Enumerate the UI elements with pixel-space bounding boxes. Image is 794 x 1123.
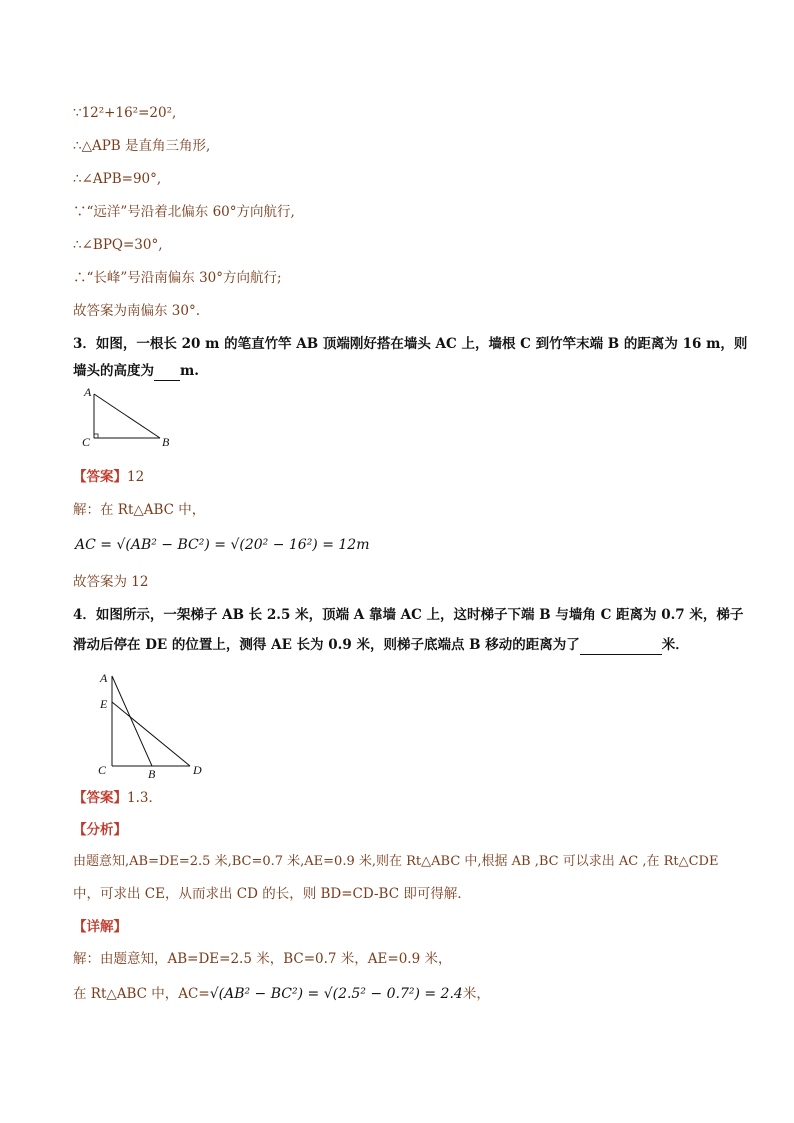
answer-tag: 【答案】 <box>73 469 127 485</box>
label-d: D <box>193 763 202 777</box>
question-3-text: 墙头的高度为 <box>73 363 154 379</box>
ladder-ab <box>112 676 152 766</box>
solution-line-1: ∵12²+16²=20², <box>73 105 177 121</box>
question-4-text: 滑动后停在 DE 的位置上，测得 AE 长为 0.9 米，则梯子底端点 B 移动的距离为了 <box>73 637 580 653</box>
solution-line-3: ∴∠APB=90°, <box>73 171 162 187</box>
solution-line-2: ∴△APB 是直角三角形, <box>73 138 211 154</box>
label-e: E <box>100 697 108 711</box>
detail-line-2 <box>73 985 490 1003</box>
question-3-solution-1: 解：在 Rt△ABC 中， <box>73 502 206 518</box>
right-angle-mark <box>94 434 98 438</box>
label-a: A <box>100 671 108 685</box>
detail-line-2-prefix: 在 Rt△ABC 中，AC= <box>73 986 210 1002</box>
question-3-unit: m. <box>180 363 199 379</box>
segment-ab <box>94 394 160 438</box>
label-c: C <box>82 435 91 449</box>
analysis-line-2: 中，可求出 CE，从而求出 CD 的长，则 BD=CD-BC 即可得解． <box>73 886 471 902</box>
label-a: A <box>84 385 92 399</box>
answer-value: 1.3． <box>127 790 162 806</box>
question-3-line-1: 3．如图，一根长 20 m 的笔直竹竿 AB 顶端刚好搭在墙头 AC 上，墙根 C 到竹竿末端 B 的距离为 16 m，则 <box>73 336 748 352</box>
detail-formula: √(AB² − BC²) = √(2.5² − 0.7²) = 2.4 <box>209 986 463 1002</box>
detail-tag: 【详解】 <box>73 919 127 935</box>
question-3-answer <box>73 468 144 486</box>
analysis-tag: 【分析】 <box>73 822 127 838</box>
detail-line-2-suffix: 米， <box>462 986 490 1002</box>
analysis-line-1: 由题意知,AB=DE=2.5 米,BC=0.7 米,AE=0.9 米,则在 Rt△ABC 中,根据 AB ,BC 可以求出 AC ,在 Rt△CDE <box>73 854 719 869</box>
answer-value: 12 <box>127 469 145 485</box>
question-3-conclusion: 故答案为 12 <box>73 574 149 590</box>
figure-ladder <box>90 668 220 780</box>
detail-line-1: 解：由题意知，AB=DE=2.5 米，BC=0.7 米，AE=0.9 米， <box>73 951 452 967</box>
question-4-answer <box>73 789 162 807</box>
solution-line-4: ∵“远洋”号沿着北偏东 60°方向航行, <box>73 204 295 220</box>
solution-line-5: ∴∠BPQ=30°, <box>73 237 163 253</box>
label-b: B <box>162 435 170 449</box>
figure-triangle-abc <box>80 382 180 450</box>
question-3-formula: AC = √(AB² − BC²) = √(20² − 16²) = 12m <box>75 537 370 553</box>
answer-blank <box>580 636 662 655</box>
ladder-ed <box>112 702 190 766</box>
answer-tag: 【答案】 <box>73 790 127 806</box>
question-4-line-1: 4．如图所示，一架梯子 AB 长 2.5 米，顶端 A 靠墙 AC 上，这时梯子下端 B 与墙角 C 距离为 0.7 米，梯子 <box>73 607 744 623</box>
question-4-unit: 米． <box>661 637 689 653</box>
question-4-line-2 <box>73 636 689 655</box>
label-c: C <box>98 763 107 777</box>
solution-line-6: ∴“长峰”号沿南偏东 30°方向航行; <box>73 270 282 286</box>
label-b: B <box>148 767 156 780</box>
question-3-line-2 <box>73 362 199 381</box>
answer-blank <box>154 362 180 381</box>
solution-line-7: 故答案为南偏东 30°. <box>73 303 201 319</box>
